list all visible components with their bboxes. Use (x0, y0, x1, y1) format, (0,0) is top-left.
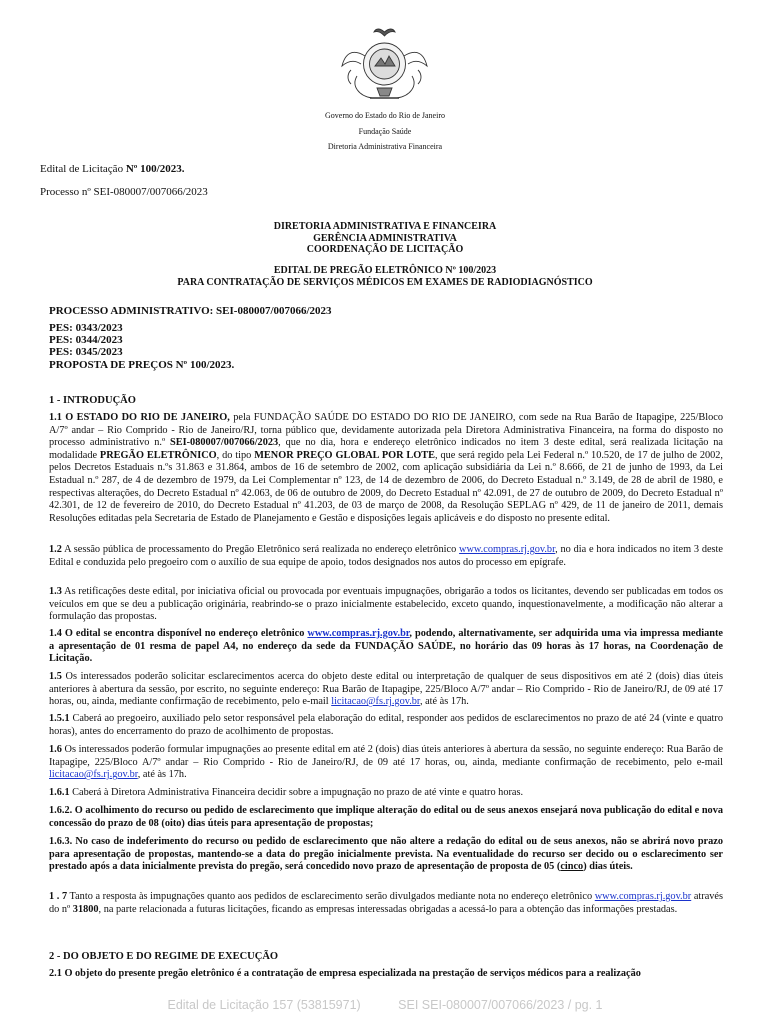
processo-administrativo: PROCESSO ADMINISTRATIVO: SEI-080007/007066/2023 (49, 305, 332, 317)
header-government: Governo do Estado do Rio de Janeiro (325, 111, 445, 120)
paragraph-1-5-1: 1.5.1 Caberá ao pregoeiro, auxiliado pelo setor responsável pela elaboração do edital, responder aos pedidos de esclarecimentos no prazo de até 24 (vinte e quatro horas), antes do encerramento do prazo de acolhimento de propostas. (49, 713, 723, 737)
footer-document-id: Edital de Licitação 157 (53815971) (167, 998, 361, 1012)
paragraph-1-1: 1.1 O ESTADO DO RIO DE JANEIRO, pela FUNDAÇÃO SAÚDE DO ESTADO DO RIO DE JANEIRO, com sede na Rua Barão de Itapagipe, 225/Bloco A/7º andar – Rio Comprido - Rio de Janeiro/RJ, torna público que, devidamente autorizada pela Diretora Administrativa Financeira, na forma do disposto no processo administrativo n.º SEI-080007/007066/2023, que no dia, hora e endereço eletrônico indicados no item 3 deste edital, será realizada licitação na modalidade PREGÃO ELETRÔNICO, do tipo MENOR PREÇO GLOBAL POR LOTE, que será regido pela Lei Federal n.º 10.520, de 17 de julho de 2002, pelos Decretos Estaduais n.ºs 31.863 e 31.864, ambos de 16 de setembro de 2002, com aplicação subsidiária da Lei n.º 8.666, de 21 de junho de 1993, da Lei Estadual n.º 287, de 4 de dezembro de 1979, da Lei Complementar nº 123, de 14 de dezembro de 2006, do Decreto Estadual n.º 3.149, de 28 de abril de 1980, e respectivas alterações, do Decreto Estadual nº 42.063, de 06 de outubro de 2009, do Decreto Estadual nº 42.091, de 27 de outubro de 2009, do Decreto Estadual nº 42.301, de 12 de fevereiro de 2010, do Decreto Estadual nº 41.203, de 03 de março de 2008, da Resolução SEPLAG nº 429, de 11 de janeiro de 2011, demais Resoluções editadas pela Secretaria de Estado de Planejamento e Gestão e disposições legais aplicáveis e do disposto no presente edital. (49, 412, 723, 524)
section-2-title: 2 - DO OBJETO E DO REGIME DE EXECUÇÃO (49, 951, 279, 962)
edital-number-line: Edital de Licitação Nº 100/2023. (40, 163, 185, 175)
paragraph-1-5: 1.5 Os interessados poderão solicitar esclarecimentos acerca do objeto deste edital ou interpretação de qualquer de seus dispositivos em até 2 (dois) dias úteis anteriores à abertura da sessão, por escrito, no seguinte endereço: Rua Barão de Itapagipe, 225/Bloco A/7º andar – Rio Comprido - Rio de Janeiro/RJ, de 09 até 17 horas, ou, ainda, mediante confirmação de recebimento, pelo e-mail licitacao@fs.rj.gov.br, até às 17h. (49, 671, 723, 708)
section-1-title: 1 - INTRODUÇÃO (49, 395, 136, 406)
directorate-heading-block: DIRETORIA ADMINISTRATIVA E FINANCEIRA GERÊNCIA ADMINISTRATIVA COORDENAÇÃO DE LICITAÇÃO (273, 221, 497, 255)
paragraph-1-6-3: 1.6.3. No caso de indeferimento do recurso ou pedido de esclarecimento que não altere a redação do edital ou de seus anexos, não se abrirá novo prazo para apresentação de propostas, mantendo-se a data do pregão inicialmente prevista. Na eventualidade do recurso ser decido ou o esclarecimento ser prestado após a data inicialmente prevista do pregão, será concedido novo prazo de apresentação de proposta de 05 (cinco) dias úteis. (49, 836, 723, 873)
compras-link[interactable]: www.compras.rj.gov.br (307, 628, 410, 639)
header-directorate: Diretoria Administrativa Financeira (327, 142, 443, 151)
paragraph-1-3: 1.3 As retificações deste edital, por iniciativa oficial ou provocada por eventuais impugnações, obrigarão a todos os licitantes, devendo ser publicadas em todos os veículos em que se deu a publicação originária, reabrindo-se o prazo inicialmente estabelecido, exceto quando, inquestionavelmente, a modificação não alterar a formulação das propostas. (49, 586, 723, 623)
email-link[interactable]: licitacao@fs.rj.gov.br (49, 769, 138, 781)
paragraph-1-6: 1.6 Os interessados poderão formular impugnações ao presente edital em até 2 (dois) dias úteis anteriores à abertura da sessão, no seguinte endereço: Rua Barão de Itapagipe, 225/Bloco A/7º andar – Rio Comprido - Rio de Janeiro/RJ, de 09 até 17 horas, ou, ainda, mediante confirmação de recebimento, pelo e-mail licitacao@fs.rj.gov.br, até às 17h. (49, 744, 723, 781)
edital-title-block: EDITAL DE PREGÃO ELETRÔNICO Nº 100/2023 PARA CONTRATAÇÃO DE SERVIÇOS MÉDICOS EM EXAMES DE RADIODIAGNÓSTICO (177, 265, 593, 288)
paragraph-2-1: 2.1 O objeto do presente pregão eletrônico é a contratação de empresa especializada na prestação de serviços médicos para a realização (49, 968, 641, 979)
paragraph-1-6-1: 1.6.1 Caberá à Diretora Administrativa Financeira decidir sobre a impugnação no prazo de até vinte e quatro horas. (49, 787, 524, 798)
header-foundation: Fundação Saúde (358, 127, 412, 136)
email-link[interactable]: licitacao@fs.rj.gov.br (331, 696, 420, 708)
compras-link[interactable]: www.compras.rj.gov.br (459, 544, 556, 555)
paragraph-1-6-2: 1.6.2. O acolhimento do recurso ou pedido de esclarecimento que implique alteração do edital ou de seus anexos ensejará nova publicação do edital e nova concessão do prazo de 08 (oito) dias úteis para apresentação de propostas; (49, 805, 723, 829)
footer-page-info: SEI SEI-080007/007066/2023 / pg. 1 (398, 998, 603, 1012)
compras-link[interactable]: www.compras.rj.gov.br (594, 891, 692, 902)
coat-of-arms-seal (337, 26, 432, 104)
paragraph-1-4: 1.4 O edital se encontra disponível no endereço eletrônico www.compras.rj.gov.br, podendo, alternativamente, ser adquirida uma via impressa mediante a apresentação de 01 resma de papel A4, no endereço da sede da FUNDAÇÃO SAÚDE, no horário das 09 horas às 17 horas, na Coordenação de Licitação. (49, 628, 723, 665)
paragraph-1-7: 1 . 7 Tanto a resposta às impugnações quanto aos pedidos de esclarecimento serão divulgados mediante nota no endereço eletrônico www.compras.rj.gov.br através do nº 31800, na parte relacionada a futuras licitações, ficando as empresas interessadas obrigadas a acessá-lo para a obtenção das informações prestadas. (49, 891, 723, 915)
pes-list: PES: 0343/2023 PES: 0344/2023 PES: 0345/2023 PROPOSTA DE PREÇOS Nº 100/2023. (49, 322, 235, 371)
page-footer (0, 998, 770, 1012)
paragraph-1-2: 1.2 A sessão pública de processamento do Pregão Eletrônico será realizada no endereço eletrônico www.compras.rj.gov.br, no dia e hora indicados no item 3 deste Edital e conduzida pelo pregoeiro com o auxílio de sua equipe de apoio, todos designados nos autos do processo em epígrafe. (49, 544, 723, 568)
processo-number-line: Processo nº SEI-080007/007066/2023 (40, 186, 208, 198)
